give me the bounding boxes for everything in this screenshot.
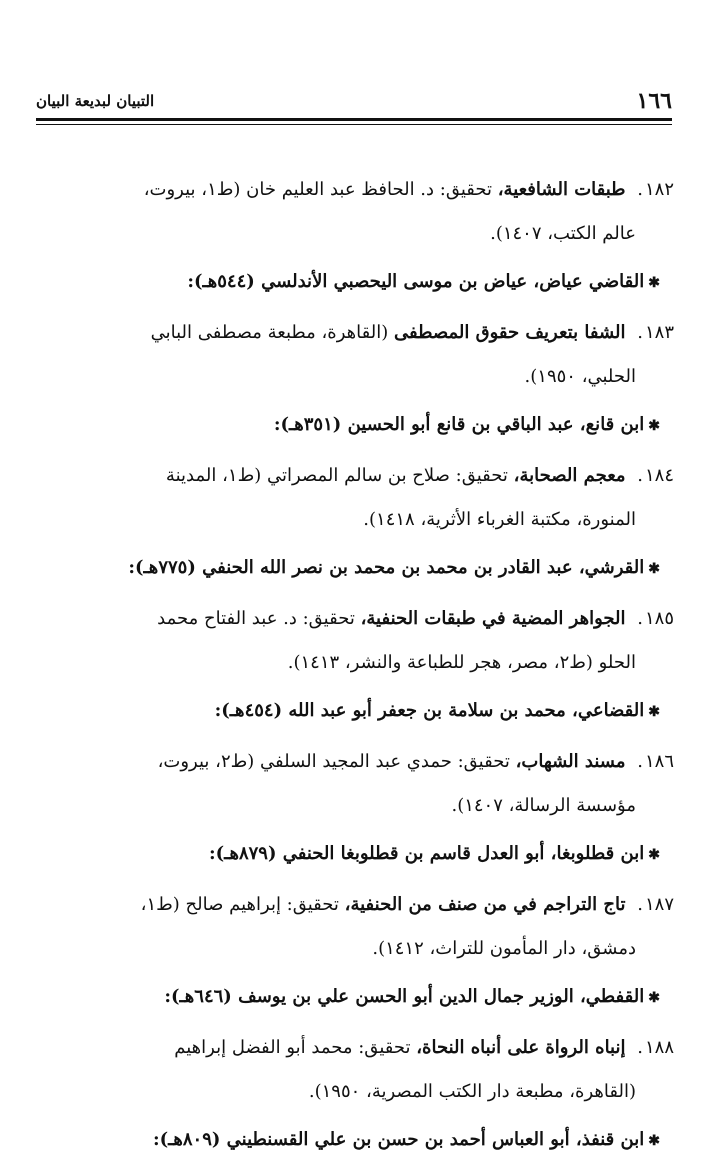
entry-number: ١٨٧ [644, 894, 674, 915]
running-title: التبيان لبديعة البيان [36, 92, 155, 110]
asterisk-bullet-icon: ✱ [648, 275, 660, 291]
page-number: ١٦٦ [636, 88, 672, 114]
author-name: القرشي، عبد القادر بن محمد بن محمد بن نصر الله الحنفي (٧٧٥هـ): [128, 557, 645, 578]
book-title: الجواهر المضية في طبقات الحنفية، [360, 608, 626, 629]
entry-number: ١٨٥ [644, 608, 674, 629]
bibliography-entry-187: ١٨٧. تاج التراجم في من صنف من الحنفية، تحقيق: إبراهيم صالح (ط١، دمشق، دار المأمون للتراث، ١٤١٢). [48, 883, 674, 971]
entry-continuation: (القاهرة، مطبعة دار الكتب المصرية، ١٩٥٠). [308, 1081, 636, 1102]
book-title: مسند الشهاب، [515, 751, 626, 772]
author-heading [48, 550, 674, 587]
asterisk-bullet-icon: ✱ [648, 418, 660, 434]
entry-details: تحقيق: محمد أبو الفضل إبراهيم [174, 1037, 411, 1058]
author-name: ابن قانع، عبد الباقي بن قانع أبو الحسين (٣٥١هـ): [273, 414, 645, 435]
author-name: ابن قطلوبغا، أبو العدل قاسم بن قطلوبغا الحنفي (٨٧٩هـ): [209, 843, 645, 864]
entry-number: ١٨٨ [644, 1037, 674, 1058]
asterisk-bullet-icon: ✱ [648, 704, 660, 720]
bibliography-entry-188: ١٨٨. إنباه الرواة على أنباه النحاة، تحقيق: محمد أبو الفضل إبراهيم (القاهرة، مطبعة دار الكتب المصرية، ١٩٥٠). [48, 1026, 674, 1114]
book-title: الشفا بتعريف حقوق المصطفى [394, 322, 626, 343]
entry-details: تحقيق: إبراهيم صالح (ط١، [140, 894, 339, 915]
author-heading [48, 836, 674, 873]
asterisk-bullet-icon: ✱ [648, 1133, 660, 1149]
entry-continuation: دمشق، دار المأمون للتراث، ١٤١٢). [372, 938, 636, 959]
entry-details: تحقيق: د. الحافظ عبد العليم خان (ط١، بيروت، [143, 179, 492, 200]
asterisk-bullet-icon: ✱ [648, 990, 660, 1006]
entry-number: ١٨٤ [644, 465, 674, 486]
bibliography-entry-182: ١٨٢. طبقات الشافعية، تحقيق: د. الحافظ عبد العليم خان (ط١، بيروت، عالم الكتب، ١٤٠٧). [48, 168, 674, 256]
book-title: طبقات الشافعية، [497, 179, 626, 200]
entry-continuation: الحلبي، ١٩٥٠). [524, 366, 636, 387]
entry-continuation: الحلو (ط٢، مصر، هجر للطباعة والنشر، ١٤١٣). [287, 652, 636, 673]
author-name: القضاعي، محمد بن سلامة بن جعفر أبو عبد الله (٤٥٤هـ): [214, 700, 645, 721]
header-rule-thick [36, 118, 672, 121]
book-title: تاج التراجم في من صنف من الحنفية، [344, 894, 626, 915]
bibliography-entry-186: ١٨٦. مسند الشهاب، تحقيق: حمدي عبد المجيد السلفي (ط٢، بيروت، مؤسسة الرسالة، ١٤٠٧). [48, 740, 674, 828]
author-name: القاضي عياض، عياض بن موسى اليحصبي الأندلسي (٥٤٤هـ): [187, 271, 645, 292]
entry-details: تحقيق: د. عبد الفتاح محمد [157, 608, 355, 629]
bibliography-entry-183: ١٨٣. الشفا بتعريف حقوق المصطفى (القاهرة، مطبعة مصطفى البابي الحلبي، ١٩٥٠). [48, 311, 674, 399]
bibliography-list [48, 168, 674, 1169]
bibliography-entry-184: ١٨٤. معجم الصحابة، تحقيق: صلاح بن سالم المصراتي (ط١، المدينة المنورة، مكتبة الغرباء الأثرية، ١٤١٨). [48, 454, 674, 542]
entry-continuation: مؤسسة الرسالة، ١٤٠٧). [451, 795, 636, 816]
author-heading [48, 693, 674, 730]
entry-number: ١٨٣ [644, 322, 674, 343]
book-title: إنباه الرواة على أنباه النحاة، [416, 1037, 626, 1058]
header-rule-thin [36, 124, 672, 125]
author-name: ابن قنفذ، أبو العباس أحمد بن حسن بن علي القسنطيني (٨٠٩هـ): [152, 1129, 645, 1150]
page-header [36, 88, 672, 122]
entry-details: تحقيق: حمدي عبد المجيد السلفي (ط٢، بيروت، [157, 751, 510, 772]
asterisk-bullet-icon: ✱ [648, 561, 660, 577]
author-heading [48, 1122, 674, 1159]
entry-number: ١٨٦ [644, 751, 674, 772]
entry-details: (القاهرة، مطبعة مصطفى البابي [150, 322, 389, 343]
entry-details: تحقيق: صلاح بن سالم المصراتي (ط١، المدينة [165, 465, 508, 486]
author-name: القفطي، الوزير جمال الدين أبو الحسن علي بن يوسف (٦٤٦هـ): [164, 986, 645, 1007]
entry-continuation: عالم الكتب، ١٤٠٧). [490, 223, 636, 244]
book-title: معجم الصحابة، [513, 465, 626, 486]
author-heading [48, 407, 674, 444]
asterisk-bullet-icon: ✱ [648, 847, 660, 863]
author-heading [48, 979, 674, 1016]
author-heading [48, 264, 674, 301]
entry-number: ١٨٢ [644, 179, 674, 200]
bibliography-entry-185: ١٨٥. الجواهر المضية في طبقات الحنفية، تحقيق: د. عبد الفتاح محمد الحلو (ط٢، مصر، هجر للطباعة والنشر، ١٤١٣). [48, 597, 674, 685]
entry-continuation: المنورة، مكتبة الغرباء الأثرية، ١٤١٨). [363, 509, 636, 530]
